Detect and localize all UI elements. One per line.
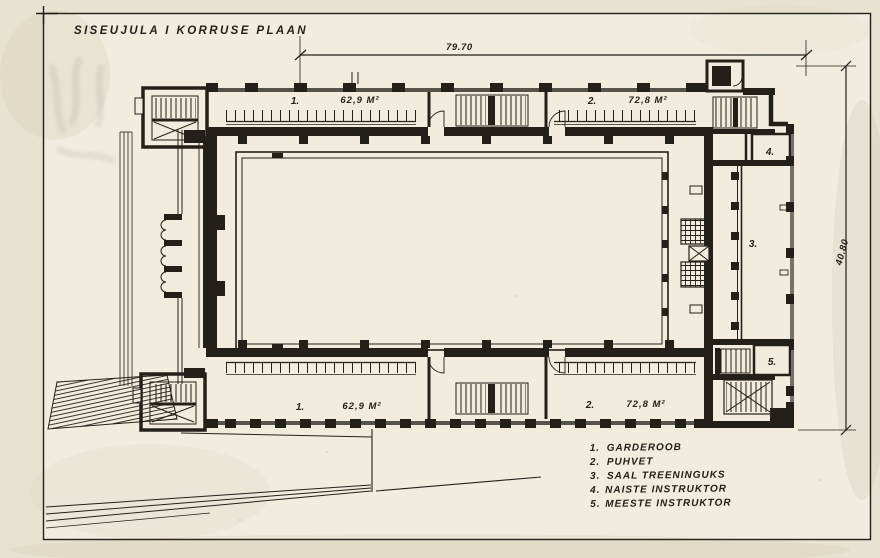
- bench-row: [226, 110, 416, 121]
- room3-number: 3.: [748, 239, 758, 250]
- legend-item-5-number: 5.: [590, 498, 601, 510]
- legend-item-5: [590, 498, 731, 510]
- dimension-top-label: 79.70: [446, 42, 473, 53]
- legend-item-3-label: SAAL TREENINGUKS: [606, 469, 726, 482]
- legend-item-1-label: GARDEROOB: [606, 442, 682, 454]
- bench-row: [554, 362, 696, 373]
- legend-item-4: [589, 484, 727, 496]
- legend-item-3: [590, 470, 726, 482]
- legend-item-4-number: 4.: [590, 484, 601, 496]
- room1-bottom-number: 1.: [295, 402, 305, 413]
- legend-item-1-number: 1.: [589, 442, 601, 455]
- room2-top-number: 2.: [587, 96, 597, 107]
- pool-ladder: [272, 345, 283, 350]
- legend-item-2-label: PUHVET: [606, 456, 654, 468]
- legend-item-3-number: 3.: [589, 470, 601, 482]
- bench-row: [554, 110, 696, 121]
- room2-bottom-number: 2.: [585, 400, 595, 411]
- legend-item-5-label: MEESTE INSTRUKTOR: [605, 497, 732, 510]
- pool-ladder: [272, 153, 283, 158]
- room2-bottom-area: 72,8 M²: [626, 399, 666, 410]
- plan-title: SISEUJULA I KORRUSE PLAAN: [74, 25, 309, 37]
- legend-item-2: [589, 456, 654, 468]
- room2-top-area: 72,8 M²: [628, 95, 668, 106]
- dimension-right-label: 40.80: [833, 237, 852, 267]
- room1-top-area: 62,9 M²: [340, 95, 380, 106]
- room5-number: 5.: [767, 357, 777, 368]
- legend-item-2-number: 2.: [589, 456, 601, 469]
- legend-item-4-label: NAISTE INSTRUKTOR: [605, 483, 728, 496]
- bench-row: [226, 362, 416, 373]
- room1-top-number: 1.: [290, 96, 300, 107]
- bottom-wing-window-wall: [206, 419, 706, 428]
- room4-number: 4.: [765, 147, 775, 158]
- room1-bottom-area: 62,9 M²: [342, 401, 382, 412]
- exterior-steps: [48, 375, 177, 429]
- ne-entrance-block: [707, 61, 743, 91]
